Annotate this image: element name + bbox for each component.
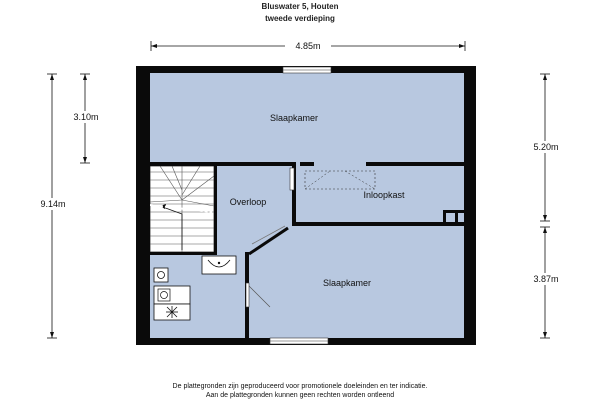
room-label-bedroom-bottom: Slaapkamer <box>322 278 372 288</box>
stairs-icon <box>150 166 214 252</box>
right-upper-dimension <box>522 74 568 221</box>
sink-icon <box>202 256 236 274</box>
dimension-top-width: 4.85m <box>295 41 321 51</box>
room-label-bedroom-top: Slaapkamer <box>269 113 319 123</box>
dimension-right-lower: 3.87m <box>533 274 559 284</box>
dimension-left-partial: 3.10m <box>73 112 99 122</box>
plan-title: Bluswater 5, Houten <box>261 2 339 11</box>
dimension-right-upper: 5.20m <box>533 142 559 152</box>
boiler-icon <box>154 268 168 282</box>
dimension-left-total: 9.14m <box>40 199 66 209</box>
fan-icon <box>154 304 190 320</box>
top-dimension <box>151 39 465 51</box>
plan-subtitle: tweede verdieping <box>265 14 335 23</box>
washing-machine-icon <box>154 286 190 304</box>
room-label-walk-in-closet: Inloopkast <box>363 190 405 200</box>
right-lower-dimension <box>522 227 568 338</box>
room-label-landing: Overloop <box>229 197 267 207</box>
disclaimer-line-2: Aan de plattegronden kunnen geen rechten worden ontleend <box>205 392 395 399</box>
disclaimer-line-1: De plattegronden zijn geproduceerd voor promotionele doeleinden en ter indicatie. <box>172 383 428 390</box>
left-partial-dimension <box>63 74 109 163</box>
